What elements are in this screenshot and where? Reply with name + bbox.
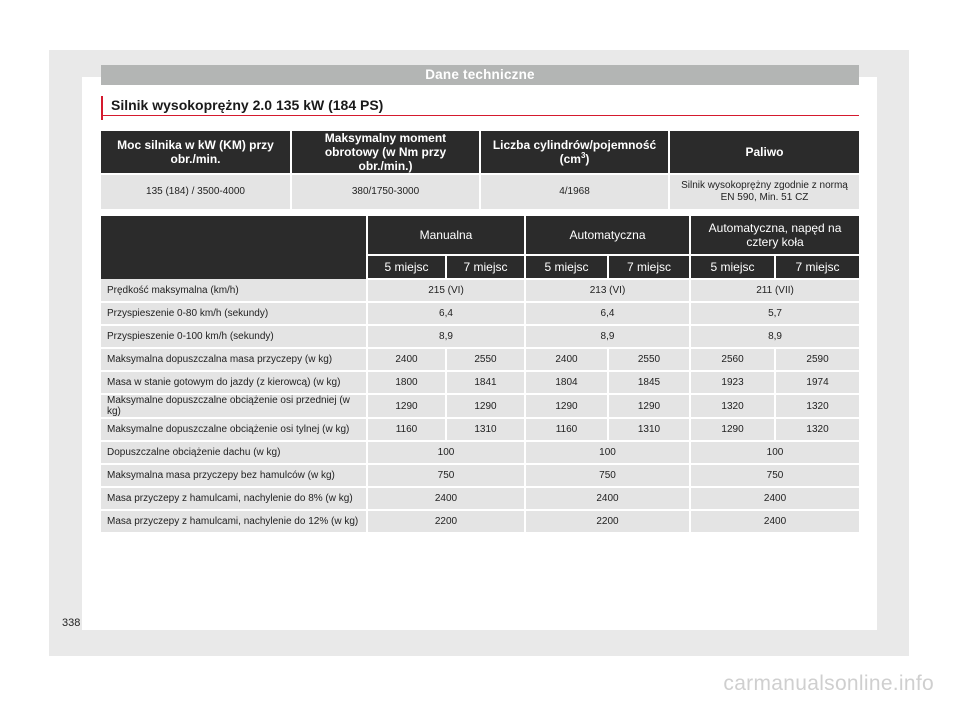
row-value: 1923	[690, 371, 775, 394]
row-value: 2590	[775, 348, 859, 371]
header-seats: 7 miejsc	[608, 255, 690, 279]
row-value: 1800	[367, 371, 446, 394]
row-value: 2200	[525, 510, 690, 533]
section-title	[101, 96, 859, 120]
row-label: Przyspieszenie 0-100 km/h (sekundy)	[101, 325, 367, 348]
row-label: Maksymalne dopuszczalne obciążenie osi przedniej (w kg)	[101, 394, 367, 418]
row-value: 2550	[446, 348, 525, 371]
row-value: 1290	[367, 394, 446, 418]
cell-power: 135 (184) / 3500-4000	[101, 174, 291, 209]
row-label: Przyspieszenie 0-80 km/h (sekundy)	[101, 302, 367, 325]
section-title-text: Silnik wysokoprężny 2.0 135 kW (184 PS)	[111, 97, 384, 113]
row-value: 1290	[608, 394, 690, 418]
row-value: 1290	[446, 394, 525, 418]
engine-table	[101, 131, 859, 209]
header-seats: 7 miejsc	[775, 255, 859, 279]
table-row	[101, 279, 859, 302]
row-value: 215 (VI)	[367, 279, 525, 302]
header-group-manual: Manualna	[367, 216, 525, 255]
row-label: Maksymalne dopuszczalne obciążenie osi tylnej (w kg)	[101, 418, 367, 441]
row-label: Maksymalna dopuszczalna masa przyczepy (w kg)	[101, 348, 367, 371]
table-row	[101, 302, 859, 325]
table-row	[101, 325, 859, 348]
row-value: 2200	[367, 510, 525, 533]
row-value: 8,9	[367, 325, 525, 348]
row-value: 213 (VI)	[525, 279, 690, 302]
row-value: 2400	[525, 487, 690, 510]
row-value: 1320	[690, 394, 775, 418]
row-value: 100	[690, 441, 859, 464]
header-group-automatic: Automatyczna	[525, 216, 690, 255]
header-cylinders-suffix: )	[585, 152, 590, 166]
cell-cylinders: 4/1968	[480, 174, 669, 209]
row-label: Masa w stanie gotowym do jazdy (z kierowcą) (w kg)	[101, 371, 367, 394]
row-label: Masa przyczepy z hamulcami, nachylenie do 12% (w kg)	[101, 510, 367, 533]
row-label: Dopuszczalne obciążenie dachu (w kg)	[101, 441, 367, 464]
header-fuel: Paliwo	[669, 131, 859, 174]
row-value: 2550	[608, 348, 690, 371]
row-value: 1841	[446, 371, 525, 394]
row-value: 1290	[525, 394, 608, 418]
table-row	[101, 510, 859, 533]
header-seats: 5 miejsc	[367, 255, 446, 279]
row-value: 6,4	[525, 302, 690, 325]
cell-torque: 380/1750-3000	[291, 174, 480, 209]
row-value: 1310	[608, 418, 690, 441]
performance-table	[101, 216, 859, 534]
header-cylinders	[480, 131, 669, 174]
row-value: 100	[367, 441, 525, 464]
header-seats: 5 miejsc	[690, 255, 775, 279]
table-row	[101, 487, 859, 510]
row-value: 1974	[775, 371, 859, 394]
header-power: Moc silnika w kW (KM) przy obr./min.	[101, 131, 291, 174]
row-value: 6,4	[367, 302, 525, 325]
row-value: 1320	[775, 418, 859, 441]
row-label: Maksymalna masa przyczepy bez hamulców (w kg)	[101, 464, 367, 487]
table-row	[101, 418, 859, 441]
row-label: Masa przyczepy z hamulcami, nachylenie do 8% (w kg)	[101, 487, 367, 510]
row-value: 2400	[690, 510, 859, 533]
header-seats: 5 miejsc	[525, 255, 608, 279]
row-value: 750	[367, 464, 525, 487]
header-cylinders-text: Liczba cylindrów/pojemność (cm	[492, 138, 657, 166]
row-value: 2400	[367, 487, 525, 510]
header-seats: 7 miejsc	[446, 255, 525, 279]
row-value: 2400	[367, 348, 446, 371]
table-row	[101, 371, 859, 394]
row-value: 750	[525, 464, 690, 487]
row-value: 1160	[367, 418, 446, 441]
row-value: 1320	[775, 394, 859, 418]
row-value: 2400	[690, 487, 859, 510]
row-value: 2560	[690, 348, 775, 371]
row-value: 211 (VII)	[690, 279, 859, 302]
header-torque: Maksymalny moment obrotowy (w Nm przy obr./min.)	[291, 131, 480, 174]
table-row	[101, 464, 859, 487]
row-value: 8,9	[525, 325, 690, 348]
table-row	[101, 348, 859, 371]
row-value: 1845	[608, 371, 690, 394]
row-value: 8,9	[690, 325, 859, 348]
row-value: 100	[525, 441, 690, 464]
chapter-header: Dane techniczne	[101, 65, 859, 85]
row-value: 750	[690, 464, 859, 487]
cell-fuel: Silnik wysokoprężny zgodnie z normą EN 590, Min. 51 CZ	[669, 174, 859, 209]
row-label: Prędkość maksymalna (km/h)	[101, 279, 367, 302]
row-value: 2400	[525, 348, 608, 371]
row-value: 1290	[690, 418, 775, 441]
watermark: carmanualsonline.info	[723, 672, 934, 695]
table-row	[101, 394, 859, 418]
page-number: 338	[62, 617, 81, 629]
header-cylinders-sup: 3	[580, 151, 586, 160]
header-group-awd: Automatyczna, napęd na cztery koła	[690, 216, 859, 255]
row-value: 1160	[525, 418, 608, 441]
row-value: 1804	[525, 371, 608, 394]
table-row	[101, 441, 859, 464]
header-blank	[101, 216, 367, 279]
row-value: 1310	[446, 418, 525, 441]
row-value: 5,7	[690, 302, 859, 325]
